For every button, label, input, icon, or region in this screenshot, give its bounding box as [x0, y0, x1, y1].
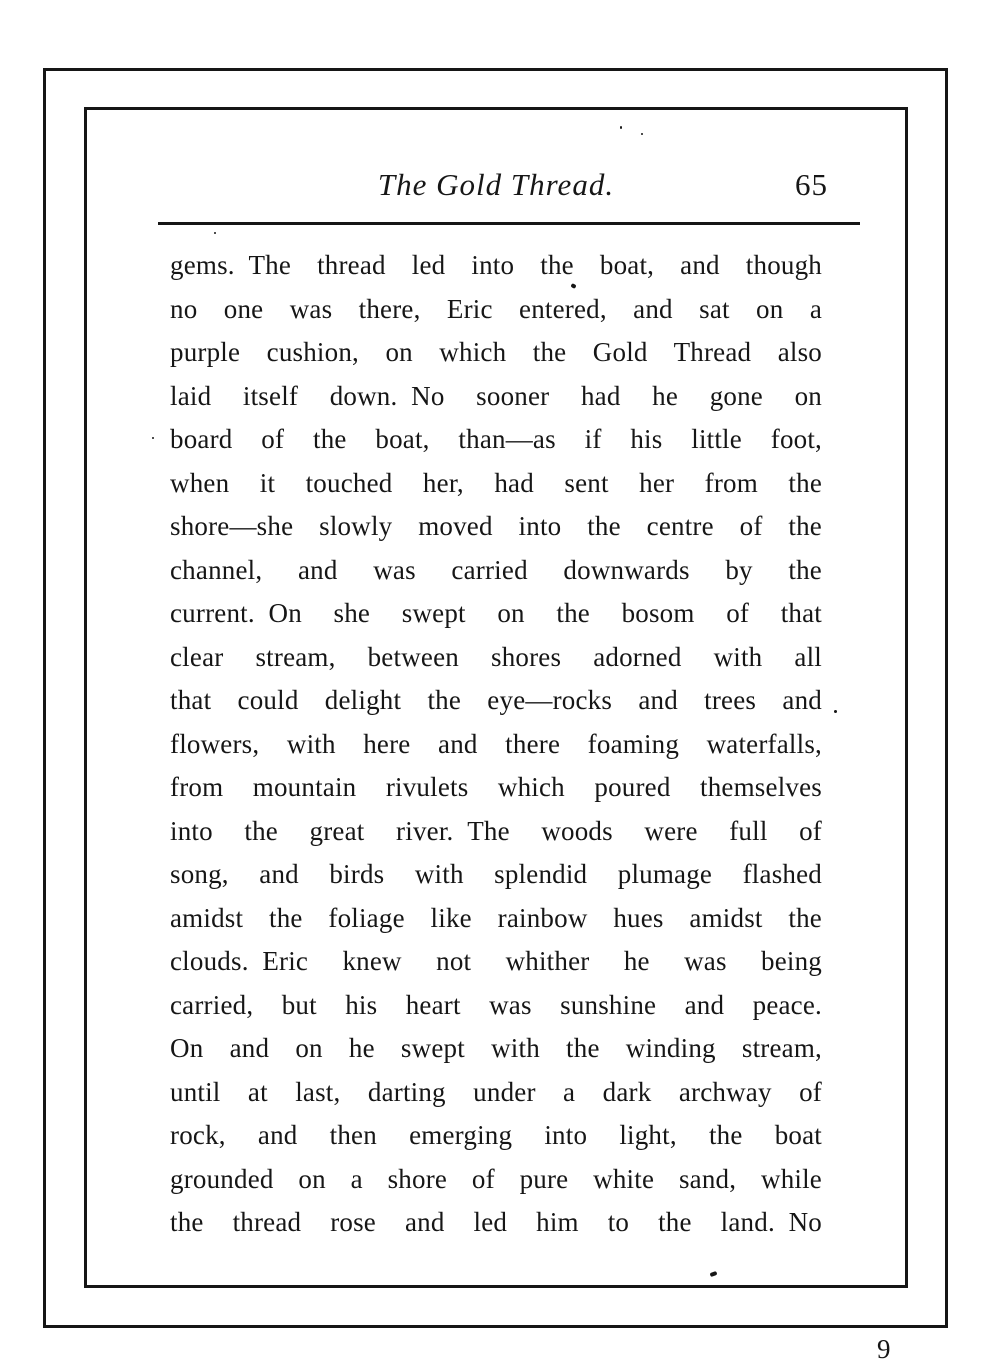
text-line: channel, and was carried downwards by the [170, 554, 822, 585]
text-line: laid itself down. No sooner had he gone on [170, 380, 822, 411]
text-line: flowers, with here and there foaming waterfalls, [170, 728, 822, 759]
text-line: carried, but his heart was sunshine and peace. [170, 989, 822, 1020]
page-number: 65 [795, 167, 828, 202]
text-line: the thread rose and led him to the land. No [170, 1207, 822, 1237]
text-line: when it touched her, had sent her from the [170, 467, 822, 498]
scan-speck [641, 133, 643, 135]
scan-speck [214, 232, 216, 234]
text-line: amidst the foliage like rainbow hues amidst the [170, 902, 822, 933]
text-line: that could delight the eye—rocks and trees and [170, 685, 822, 715]
page-header [170, 162, 828, 208]
running-title: The Gold Thread. [377, 167, 615, 202]
text-line: clouds. Eric knew not whither he was being [170, 946, 822, 976]
text-line: into the great river. The woods were full of [170, 815, 822, 846]
scan-speck [834, 710, 837, 713]
header-rule [158, 222, 860, 225]
text-line: On and on he swept with the winding stream, [170, 1033, 822, 1063]
text-line: clear stream, between shores adorned with all [170, 641, 822, 672]
sheet-number: 9 [877, 1334, 891, 1364]
text-line: board of the boat, than—as if his little foot, [170, 424, 822, 454]
text-line: purple cushion, on which the Gold Thread also [170, 337, 822, 367]
text-line: no one was there, Eric entered, and sat on a [170, 293, 822, 324]
scan-speck [152, 437, 154, 439]
scan-speck [620, 126, 622, 129]
text-line: shore—she slowly moved into the centre of the [170, 511, 822, 541]
body-text [170, 244, 822, 1245]
text-line: until at last, darting under a dark archway of [170, 1076, 822, 1107]
text-line: song, and birds with splendid plumage flashed [170, 859, 822, 889]
text-line: gems. The thread led into the boat, and though [170, 250, 822, 280]
text-line: rock, and then emerging into light, the boat [170, 1120, 822, 1150]
text-line: from mountain rivulets which poured themselves [170, 772, 822, 802]
text-line: grounded on a shore of pure white sand, while [170, 1163, 822, 1194]
text-line: current. On she swept on the bosom of that [170, 598, 822, 628]
